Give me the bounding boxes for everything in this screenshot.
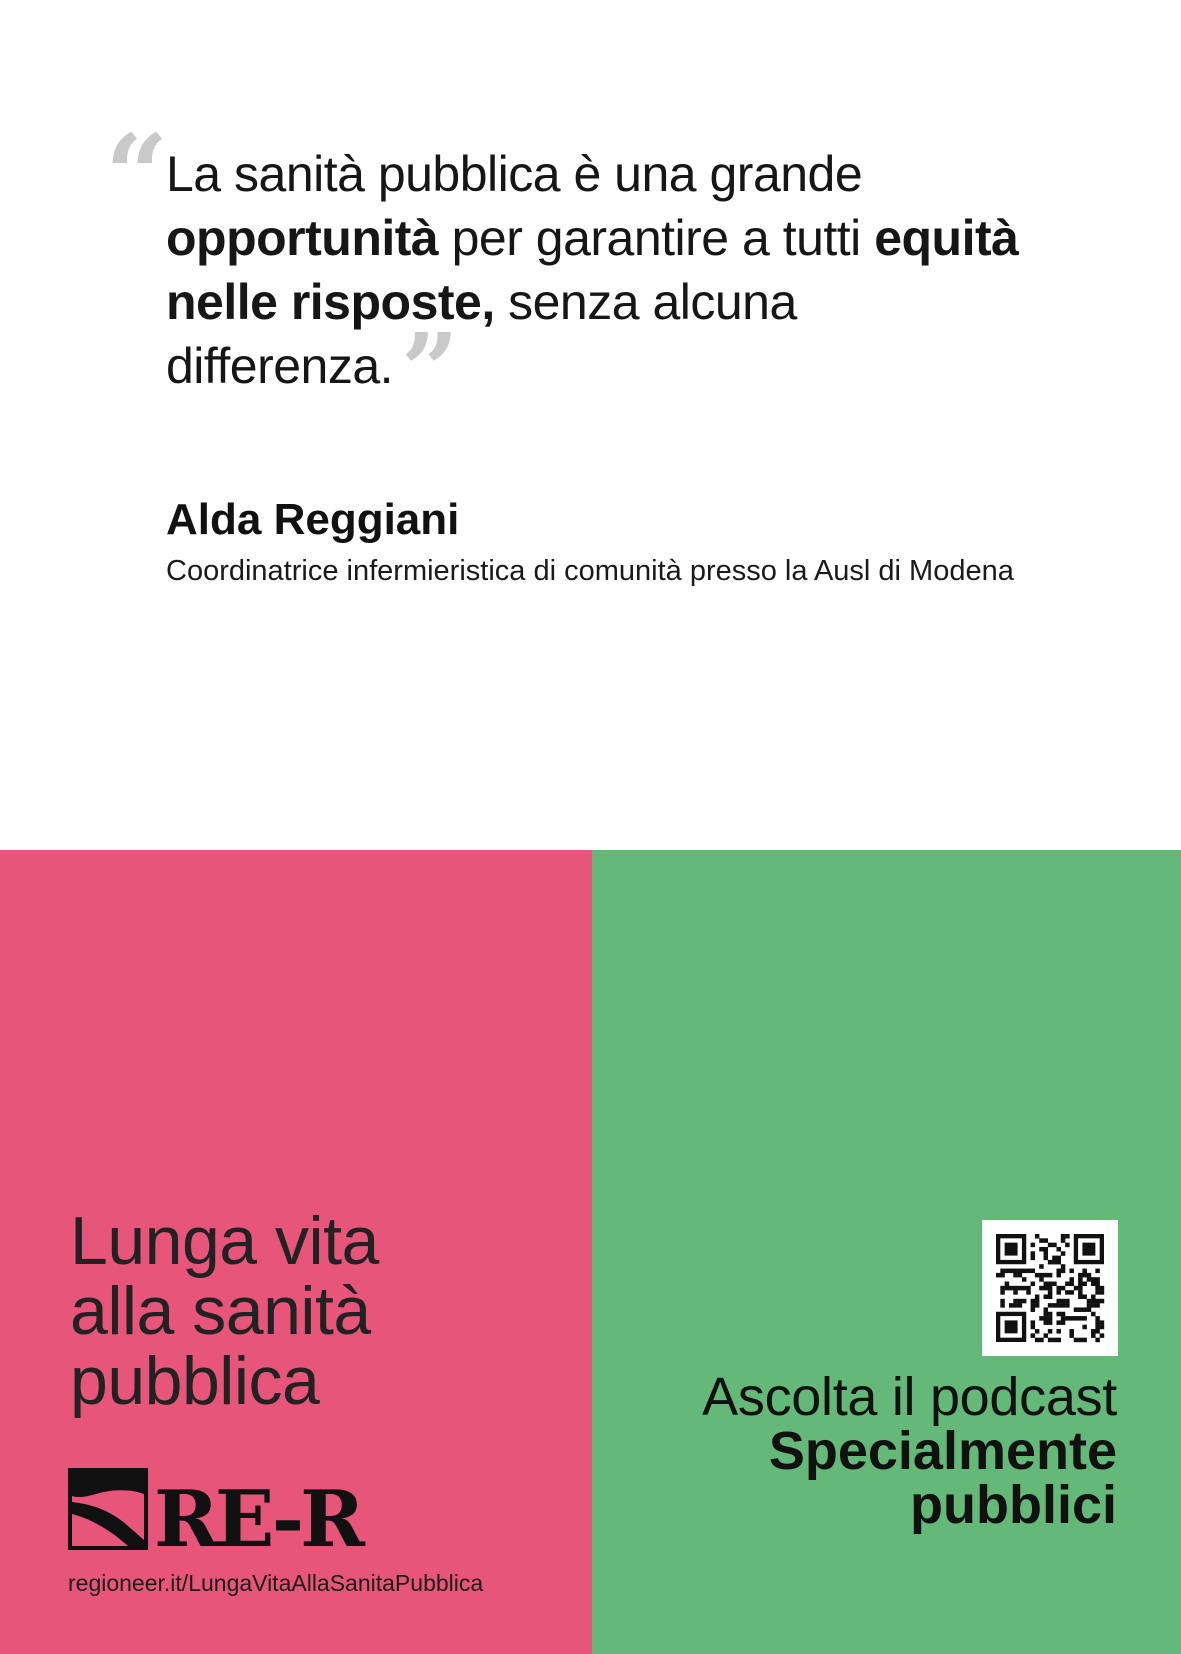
podcast-cta-line-1: Ascolta il podcast	[702, 1367, 1117, 1427]
quote-text	[166, 142, 1026, 429]
quote-part-3: senza alcuna differenza.	[166, 274, 797, 394]
campaign-panel	[0, 850, 592, 1654]
campaign-title-line-2: alla sanità	[70, 1273, 371, 1349]
author-name: Alda Reggiani	[166, 495, 460, 544]
quote-part-2: per garantire a tutti	[438, 210, 875, 266]
quote-bold-2: equità nelle risposte,	[166, 210, 1019, 330]
logo-text: RE-R	[154, 1474, 361, 1565]
regione-emilia-romagna-logo	[68, 1468, 361, 1565]
podcast-title-line-2: pubblici	[910, 1475, 1117, 1535]
podcast-panel	[592, 850, 1181, 1654]
qr-code-icon[interactable]	[982, 1220, 1118, 1356]
quote-part-1: La sanità pubblica è una grande	[166, 146, 863, 202]
campaign-title-line-3: pubblica	[70, 1343, 320, 1419]
quote-bold-1: opportunità	[166, 210, 439, 266]
campaign-title-line-1: Lunga vita	[70, 1203, 379, 1279]
author-role: Coordinatrice infermieristica di comunità presso la Ausl di Modena	[166, 555, 1014, 587]
close-quote-icon: ”	[401, 311, 459, 429]
podcast-title-line-1: Specialmente	[768, 1421, 1117, 1481]
podcast-cta	[597, 1367, 1117, 1535]
campaign-url-link[interactable]: regioneer.it/LungaVitaAllaSanitaPubblica	[68, 1570, 484, 1596]
campaign-title	[70, 1203, 570, 1419]
open-quote-icon: “	[105, 110, 169, 239]
